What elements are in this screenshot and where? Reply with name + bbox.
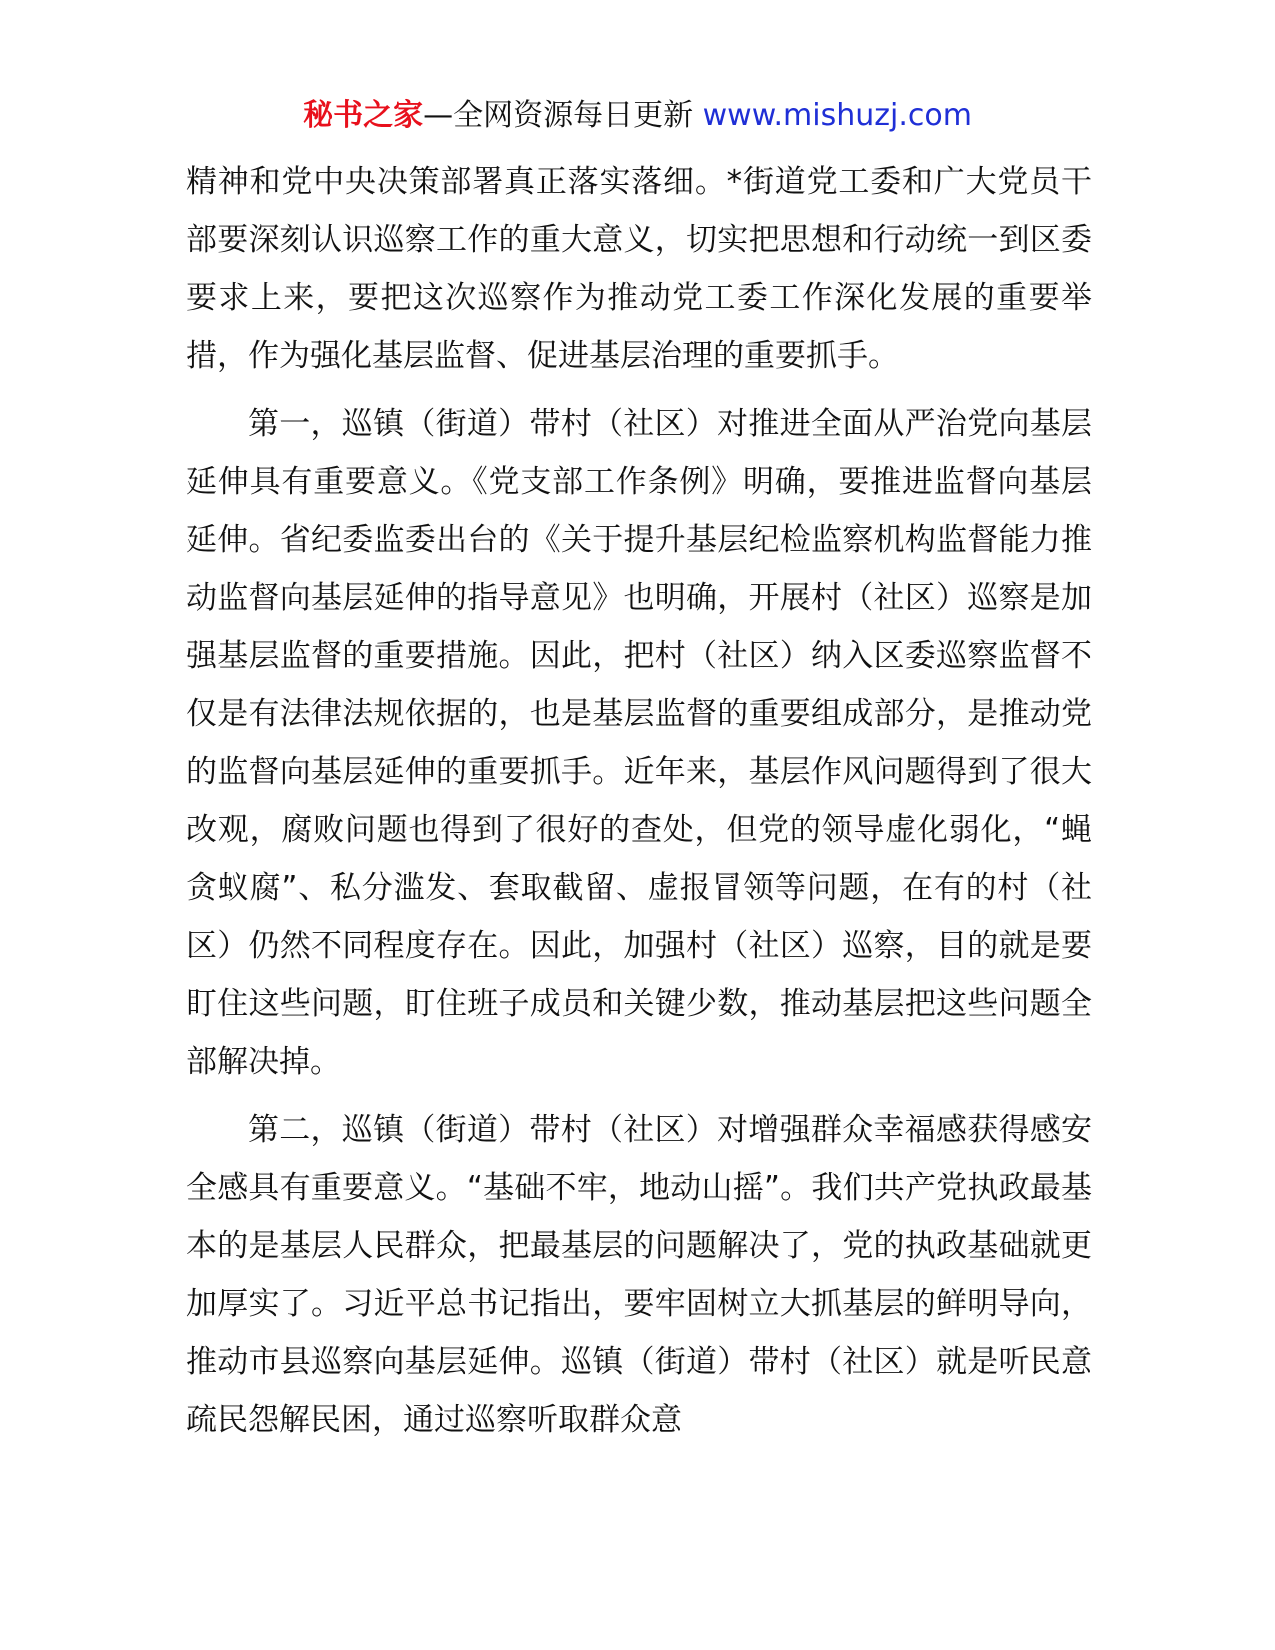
- document-body: [186, 153, 1092, 1449]
- paragraph-first-point: 第一，巡镇（街道）带村（社区）对推进全面从严治党向基层延伸具有重要意义。《党支部工作条例》明确，要推进监督向基层延伸。省纪委监委出台的《关于提升基层纪检监察机构监督能力推动监督向基层延伸的指导意见》也明确，开展村（社区）巡察是加强基层监督的重要措施。因此，把村（社区）纳入区委巡察监督不仅是有法律法规依据的，也是基层监督的重要组成部分，是推动党的监督向基层延伸的重要抓手。近年来，基层作风问题得到了很大改观，腐败问题也得到了很好的查处，但党的领导虚化弱化，“蝇贪蚁腐”、私分滥发、套取截留、虚报冒领等问题，在有的村（社区）仍然不同程度存在。因此，加强村（社区）巡察，目的就是要盯住这些问题，盯住班子成员和关键少数，推动基层把这些问题全部解决掉。: [186, 406, 1092, 1080]
- paragraph-second-point: 第二，巡镇（街道）带村（社区）对增强群众幸福感获得感安全感具有重要意义。“基础不牢，地动山摇”。我们共产党执政最基本的是基层人民群众，把最基层的问题解决了，党的执政基础就更加厚实了。习近平总书记指出，要牢固树立大抓基层的鲜明导向，推动市县巡察向基层延伸。巡镇（街道）带村（社区）就是听民意疏民怨解民困，通过巡察听取群众意: [186, 1112, 1092, 1438]
- site-header: [0, 96, 1275, 136]
- brand-name: 秘书之家: [303, 98, 424, 133]
- paragraph-continuation: 精神和党中央决策部署真正落实落细。*街道党工委和广大党员干部要深刻认识巡察工作的重大意义，切实把思想和行动统一到区委要求上来，要把这次巡察作为推动党工委工作深化发展的重要举措，作为强化基层监督、促进基层治理的重要抓手。: [186, 164, 1092, 374]
- header-tagline: —全网资源每日更新: [423, 98, 703, 133]
- site-url-link[interactable]: www.mishuzj.com: [702, 98, 972, 133]
